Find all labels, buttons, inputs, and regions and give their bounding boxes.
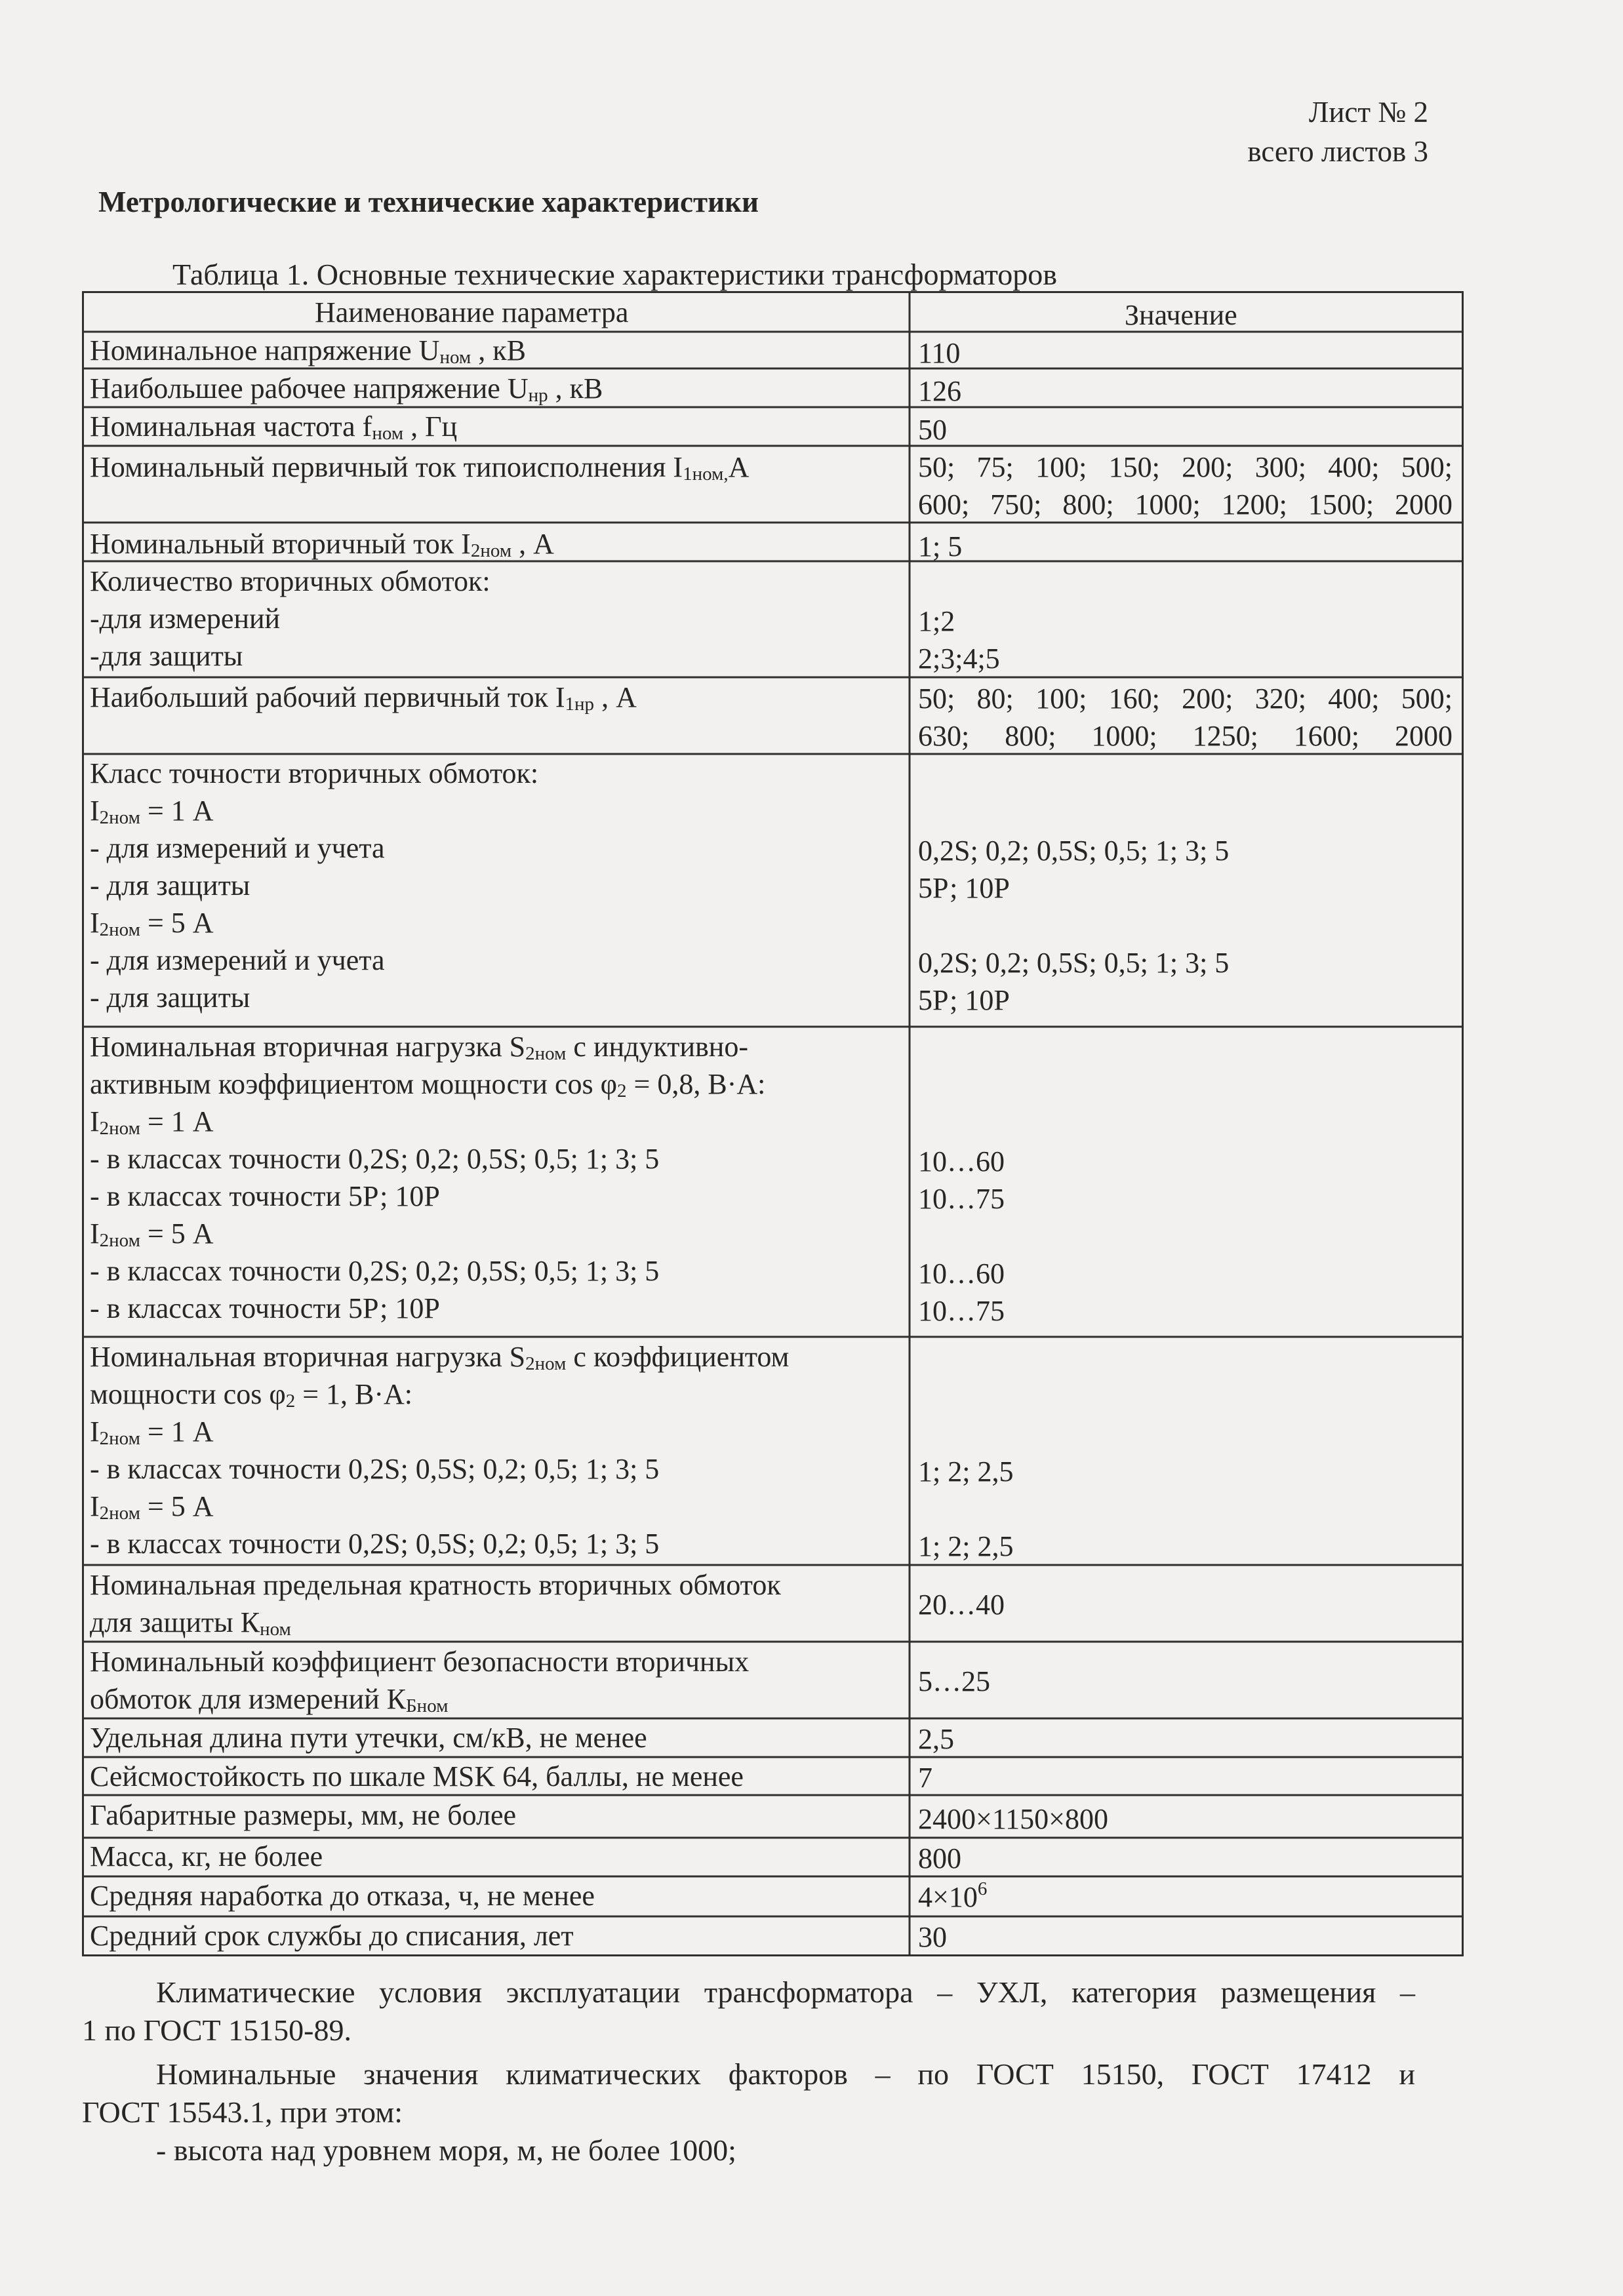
value-secondary-load-inductive: 10…60 10…75 10…60 10…75: [918, 1145, 1005, 1327]
param-mtbf: Средняя наработка до отказа, ч, не менее: [90, 1880, 595, 1912]
value-mass: 800: [918, 1842, 961, 1874]
value-secondary-current: 1; 5: [918, 530, 963, 563]
param-windings-count: Количество вторичных обмоток: -для измерений -для защиты: [90, 565, 491, 672]
value-dimensions: 2400×1150×800: [918, 1803, 1108, 1835]
param-secondary-load-unity: Номинальная вторичная нагрузка $S_{2ном}$ с коэффициентом мощности $\cos \varphi_2 = 1$, В·А: $I_{2ном} = 1$ А - в классах точности 0,2S; 0,5S; 0,2; 0,5; 1; 3; 5 $I_{2ном} = 5$ А - в классах точности 0,2S; 0,5S; 0,2; 0,5; 1; 3; 5: [90, 1341, 790, 1560]
paragraph-climate-line2: 1 по ГОСТ 15150-89.: [82, 2013, 351, 2047]
sheets-total: всего листов 3: [1247, 135, 1428, 168]
param-secondary-load-inductive: Номинальная вторичная нагрузка $S_{2ном}$ с индуктивно- активным коэффициентом мощности $\cos \varphi_2 = 0,8$, В·А: $I_{2ном} = 1$ А - в классах точности 0,2S; 0,2; 0,5S; 0,5; 1; 3; 5 - в классах точности 5Р; 10Р $I_{2ном} = 5$ А - в классах точности 0,2S; 0,2; 0,5S; 0,5; 1; 3; 5 - в классах точности 5Р; 10Р: [90, 1031, 766, 1324]
value-safety-factor: 5…25: [918, 1665, 990, 1697]
param-nominal-voltage: Номинальное напряжение $U_{ном}$ , кВ: [90, 334, 527, 368]
param-safety-factor: Номинальный коэффициент безопасности вторичных обмоток для измерений $К_{Бном}$: [90, 1646, 750, 1716]
section-heading: Метрологические и технические характеристики: [98, 186, 759, 218]
param-limit-multiplicity: Номинальная предельная кратность вторичных обмоток для защиты $К_{ном}$: [90, 1569, 781, 1640]
column-header-value: Значение: [1125, 299, 1237, 331]
param-service-life: Средний срок службы до списания, лет: [90, 1920, 574, 1952]
param-primary-current: Номинальный первичный ток типоисполнения $I_{1ном,}А$: [90, 451, 750, 485]
value-leakage-path: 2,5: [918, 1723, 954, 1755]
param-seismic: Сейсмостойкость по шкале MSK 64, баллы, не менее: [90, 1760, 744, 1792]
value-primary-current: 50; 75; 100; 150; 200; 300; 400; 500; 600; 750; 800; 1000; 1200; 1500; 2000: [918, 451, 1453, 521]
value-accuracy-class: 0,2S; 0,2; 0,5S; 0,5; 1; 3; 5 5Р; 10Р 0,2S; 0,2; 0,5S; 0,5; 1; 3; 5 5Р; 10Р: [918, 835, 1230, 1016]
param-nominal-frequency: Номинальная частота $f_{ном}$ , Гц: [90, 410, 458, 444]
table-caption: Таблица 1. Основные технические характеристики трансформаторов: [172, 258, 1058, 291]
value-max-primary-current: 50; 80; 100; 160; 200; 320; 400; 500; 630; 800; 1000; 1250; 1600; 2000: [918, 683, 1453, 752]
value-nominal-voltage: 110: [918, 337, 961, 369]
param-max-primary-current: Наибольший рабочий первичный ток $I_{1нр}$ , А: [90, 681, 637, 715]
value-mtbf: $4\times 10^6$: [918, 1878, 988, 1913]
column-header-parameter: Наименование параметра: [315, 296, 629, 328]
param-mass: Масса, кг, не более: [90, 1840, 323, 1872]
value-limit-multiplicity: 20…40: [918, 1589, 1005, 1621]
value-windings-count: 1;2 2;3;4;5: [918, 605, 1000, 675]
value-max-operating-voltage: 126: [918, 375, 961, 407]
sheet-number: Лист № 2: [1308, 96, 1428, 129]
value-nominal-frequency: 50: [918, 414, 947, 446]
value-seismic: 7: [918, 1762, 932, 1794]
paragraph-factors-line1: Номинальные значения климатических факторов – по ГОСТ 15150, ГОСТ 17412 и: [156, 2057, 1415, 2091]
characteristics-table: [82, 291, 1464, 1956]
paragraph-altitude: - высота над уровнем моря, м, не более 1000;: [156, 2133, 736, 2167]
param-accuracy-class: Класс точности вторичных обмоток: $I_{2ном} = 1$ А - для измерений и учета - для защиты $I_{2ном} = 5$ А - для измерений и учета - для защиты: [90, 757, 539, 1014]
paragraph-climate-line1: Климатические условия эксплуатации трансформатора – УХЛ, категория размещения –: [156, 1975, 1415, 2009]
param-secondary-current: Номинальный вторичный ток $I_{2ном}$ , А: [90, 528, 554, 561]
value-secondary-load-unity: 1; 2; 2,5 1; 2; 2,5: [918, 1455, 1014, 1562]
value-service-life: 30: [918, 1921, 947, 1953]
param-dimensions: Габаритные размеры, мм, не более: [90, 1799, 517, 1831]
param-max-operating-voltage: Наибольшее рабочее напряжение $U_{нр}$ , кВ: [90, 372, 603, 406]
paragraph-factors-line2: ГОСТ 15543.1, при этом:: [82, 2095, 403, 2129]
param-leakage-path: Удельная длина пути утечки, см/кВ, не менее: [90, 1722, 647, 1754]
